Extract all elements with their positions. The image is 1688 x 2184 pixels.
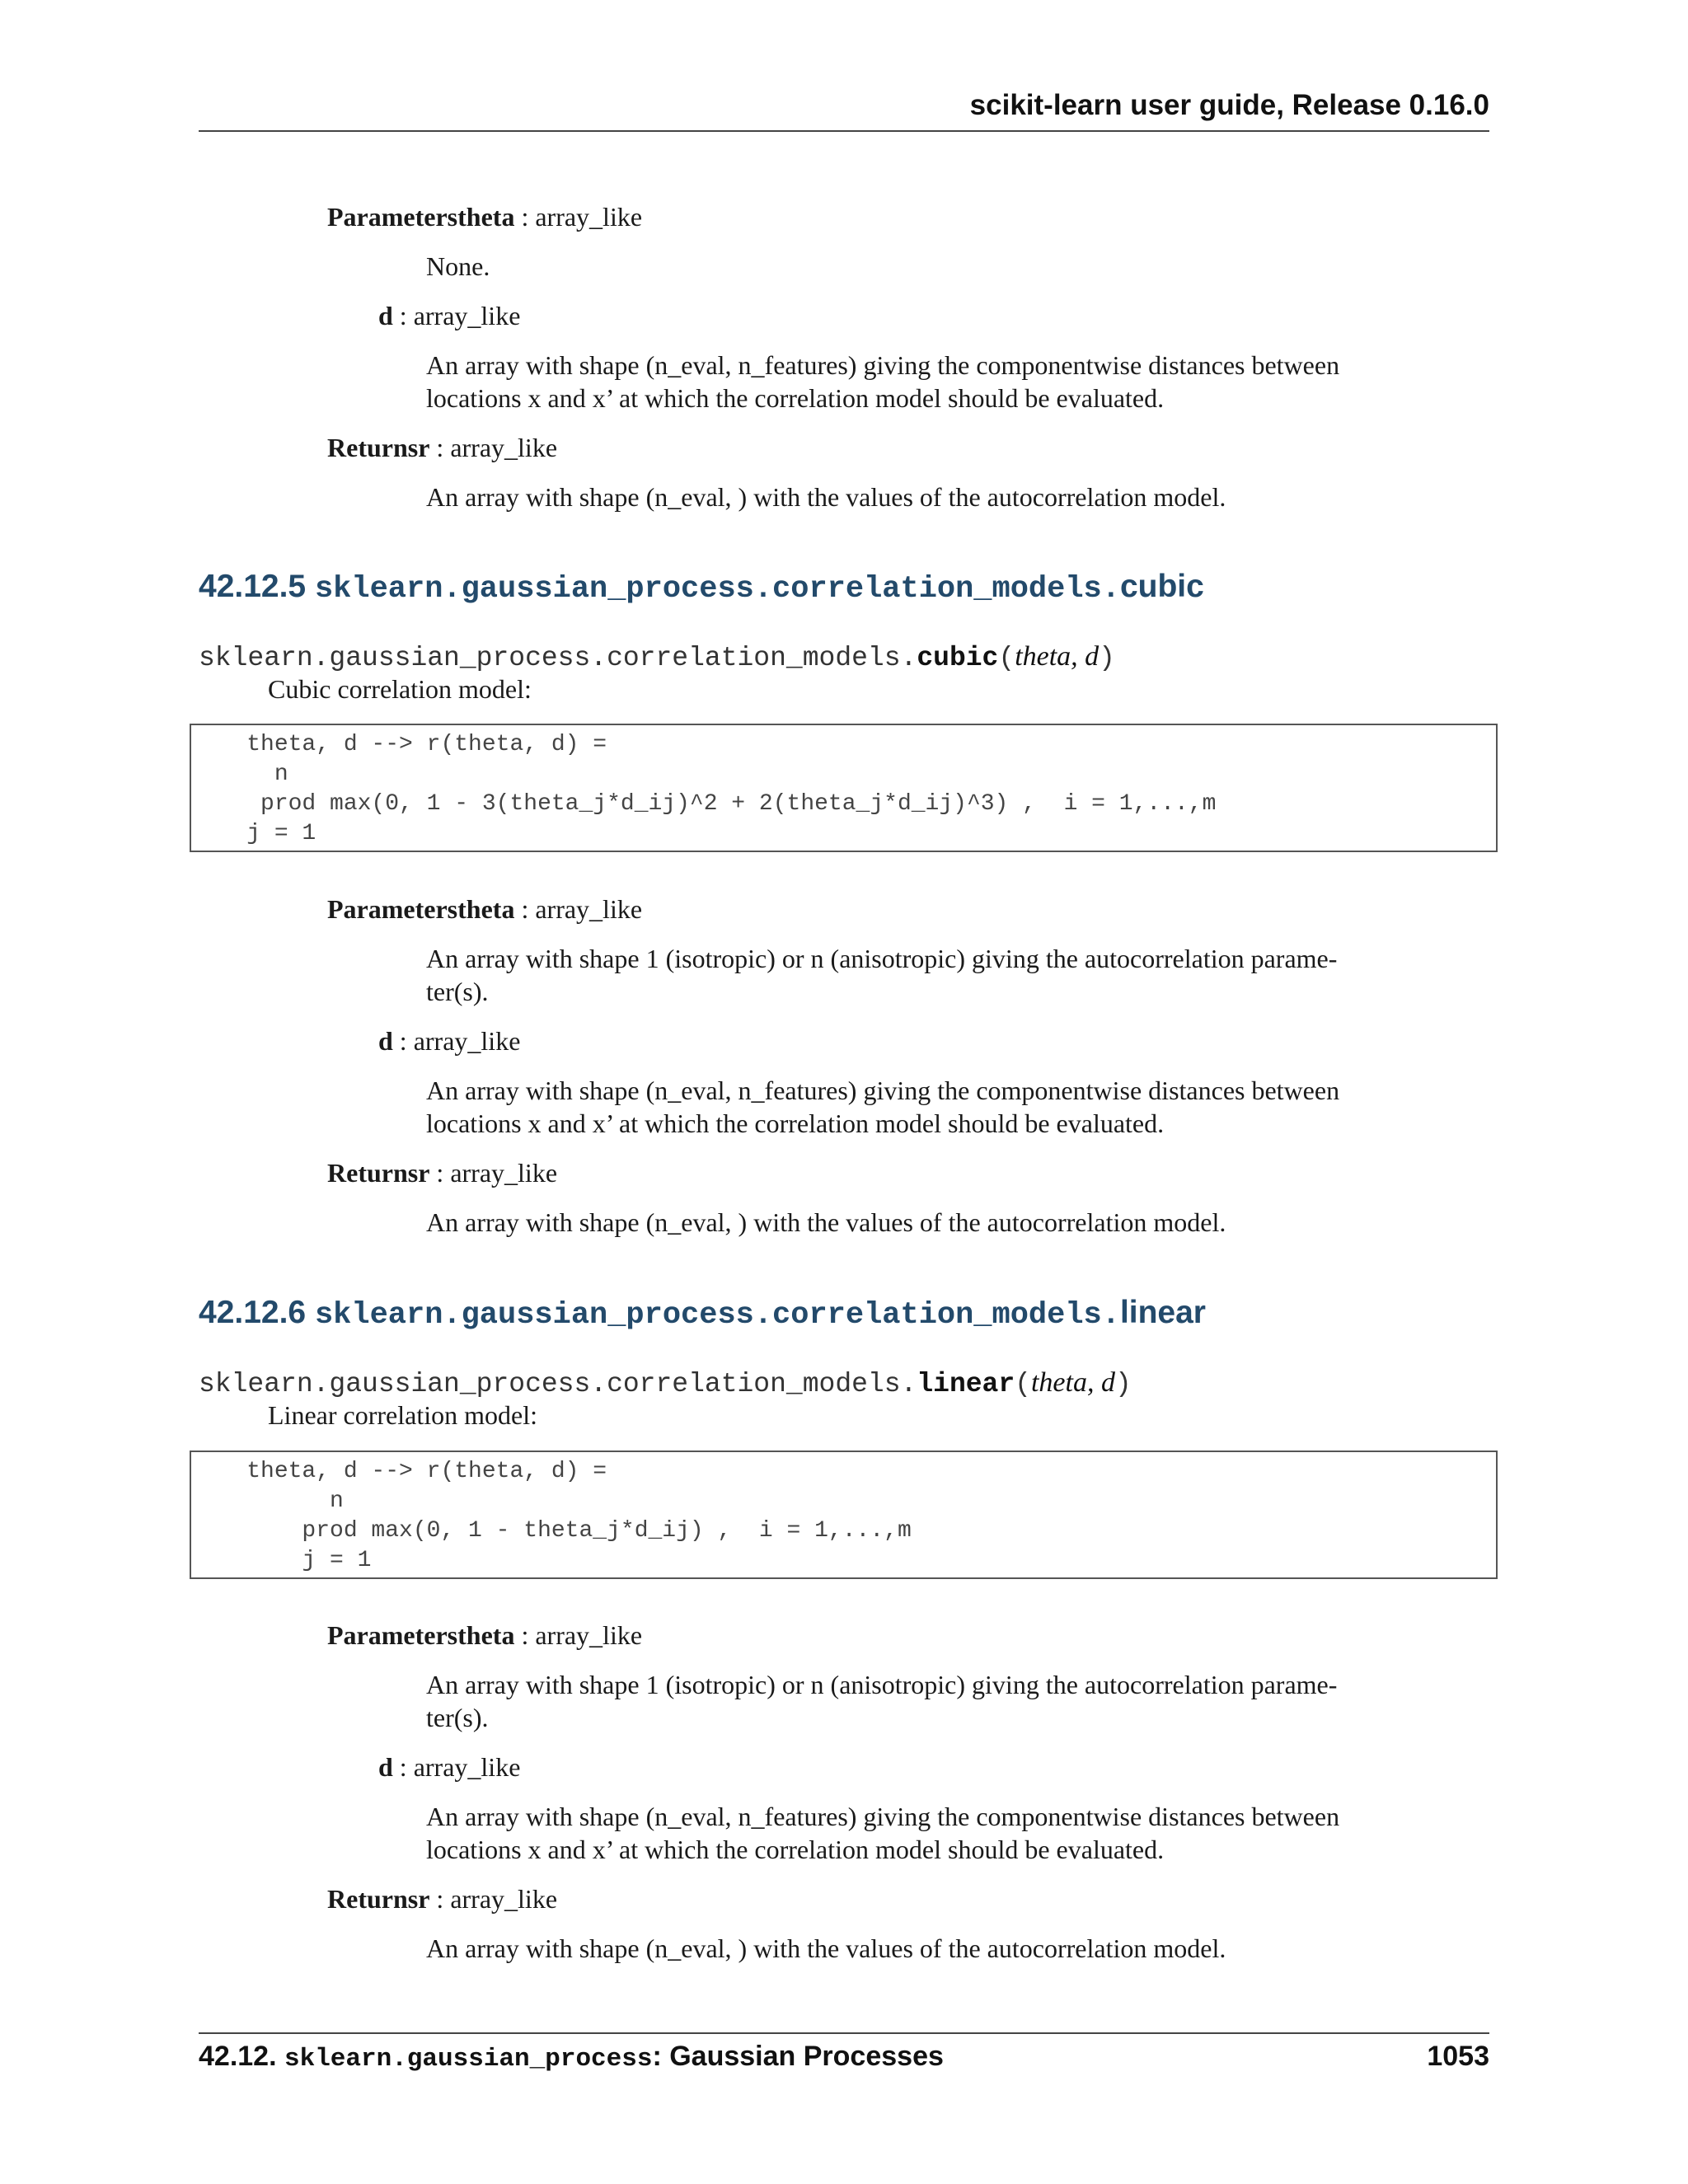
parameters-field	[327, 200, 642, 233]
parameters-label: Parameterstheta	[327, 1620, 515, 1650]
description-line: An array with shape 1 (isotropic) or n (anisotropic) giving the autocorrelation parame-	[426, 1670, 1338, 1699]
d-parameter-field	[378, 1024, 520, 1057]
code-line: j = 1	[191, 1548, 372, 1573]
parameters-label: Parameterstheta	[327, 202, 515, 232]
d-description	[426, 1074, 1382, 1140]
signature-separator: ,	[1086, 1367, 1101, 1398]
returns-description: An array with shape (n_eval, ) with the values of the autocorrelation model.	[426, 482, 1226, 512]
page-number: 1053	[1427, 2041, 1489, 2072]
signature-function: cubic	[917, 643, 999, 673]
code-line: n	[191, 762, 288, 787]
signature-close-paren: )	[1114, 1369, 1132, 1399]
running-header: scikit-learn user guide, Release 0.16.0	[969, 89, 1489, 121]
function-summary: Linear correlation model:	[268, 1400, 537, 1430]
code-line: theta, d --> r(theta, d) =	[191, 1459, 607, 1484]
theta-description: None.	[426, 251, 490, 281]
returns-field	[327, 431, 557, 464]
footer-section-number: 42.12.	[199, 2041, 284, 2072]
signature-arg-theta: theta	[1015, 641, 1071, 672]
signature-close-paren: )	[1099, 643, 1115, 673]
running-footer	[199, 2041, 1489, 2074]
return-type: : array_like	[429, 1158, 558, 1188]
description-line: An array with shape 1 (isotropic) or n (anisotropic) giving the autocorrelation parame-	[426, 944, 1338, 973]
footer-rule	[199, 2032, 1489, 2034]
signature-module: sklearn.gaussian_process.correlation_models.	[199, 643, 917, 673]
d-description	[426, 1800, 1382, 1866]
returns-field	[327, 1882, 557, 1915]
parameter-type: : array_like	[392, 1752, 521, 1782]
d-description	[426, 349, 1382, 415]
section-function-name: linear	[1119, 1295, 1206, 1330]
d-parameter-name: d	[378, 1752, 393, 1782]
d-parameter-field	[378, 1750, 520, 1783]
signature-arg-d: d	[1100, 1367, 1115, 1398]
signature-open-paren: (	[998, 643, 1015, 673]
theta-description	[426, 942, 1382, 1008]
code-line: j = 1	[191, 821, 316, 846]
parameter-type: : array_like	[514, 202, 643, 232]
description-line: ter(s).	[426, 977, 489, 1006]
description-line: An array with shape (n_eval, n_features) giving the componentwise distances between	[426, 1802, 1340, 1831]
returns-label: Returnsr	[327, 1884, 430, 1914]
returns-field	[327, 1156, 557, 1189]
return-type: : array_like	[429, 433, 558, 462]
section-module-path: sklearn.gaussian_process.correlation_models.	[314, 572, 1120, 607]
theta-description	[426, 1668, 1382, 1734]
code-line: prod max(0, 1 - theta_j*d_ij) , i = 1,...,m	[191, 1518, 912, 1544]
function-signature-linear	[199, 1367, 1132, 1399]
code-line: n	[191, 1488, 344, 1514]
code-block	[190, 724, 1498, 852]
description-line: locations x and x’ at which the correlation model should be evaluated.	[426, 383, 1165, 413]
description-line: ter(s).	[426, 1703, 489, 1732]
signature-open-paren: (	[1015, 1369, 1031, 1399]
section-number: 42.12.5	[199, 569, 307, 604]
parameters-label: Parameterstheta	[327, 894, 515, 924]
return-type: : array_like	[429, 1884, 558, 1914]
section-module-path: sklearn.gaussian_process.correlation_models.	[314, 1298, 1120, 1333]
code-block	[190, 1451, 1498, 1579]
returns-label: Returnsr	[327, 433, 430, 462]
description-line: An array with shape (n_eval, n_features) giving the componentwise distances between	[426, 1076, 1340, 1105]
signature-arg-d: d	[1085, 641, 1100, 672]
parameter-type: : array_like	[514, 1620, 643, 1650]
description-line: locations x and x’ at which the correlation model should be evaluated.	[426, 1835, 1165, 1864]
returns-label: Returnsr	[327, 1158, 430, 1188]
d-parameter-field	[378, 299, 520, 332]
returns-description: An array with shape (n_eval, ) with the values of the autocorrelation model.	[426, 1933, 1226, 1963]
parameters-field	[327, 893, 642, 926]
signature-separator: ,	[1071, 641, 1085, 672]
signature-module: sklearn.gaussian_process.correlation_models.	[199, 1369, 917, 1399]
section-heading-cubic	[199, 569, 1204, 607]
returns-description: An array with shape (n_eval, ) with the values of the autocorrelation model.	[426, 1207, 1226, 1237]
signature-function: linear	[917, 1369, 1015, 1399]
section-heading-linear	[199, 1295, 1206, 1333]
header-rule	[199, 130, 1489, 132]
parameters-field	[327, 1619, 642, 1652]
description-line: An array with shape (n_eval, n_features) giving the componentwise distances between	[426, 350, 1340, 380]
footer-module: sklearn.gaussian_process	[284, 2045, 653, 2074]
function-summary: Cubic correlation model:	[268, 674, 532, 704]
code-line: theta, d --> r(theta, d) =	[191, 732, 607, 757]
signature-arg-theta: theta	[1030, 1367, 1087, 1398]
footer-title: : Gaussian Processes	[652, 2041, 944, 2072]
d-parameter-name: d	[378, 301, 393, 330]
parameter-type: : array_like	[514, 894, 643, 924]
d-parameter-name: d	[378, 1026, 393, 1056]
parameter-type: : array_like	[392, 1026, 521, 1056]
section-number: 42.12.6	[199, 1295, 307, 1330]
function-signature-cubic	[199, 641, 1115, 673]
parameter-type: : array_like	[392, 301, 521, 330]
description-line: locations x and x’ at which the correlation model should be evaluated.	[426, 1108, 1165, 1138]
code-line: prod max(0, 1 - 3(theta_j*d_ij)^2 + 2(theta_j*d_ij)^3) , i = 1,...,m	[191, 791, 1217, 817]
section-function-name: cubic	[1119, 569, 1204, 604]
